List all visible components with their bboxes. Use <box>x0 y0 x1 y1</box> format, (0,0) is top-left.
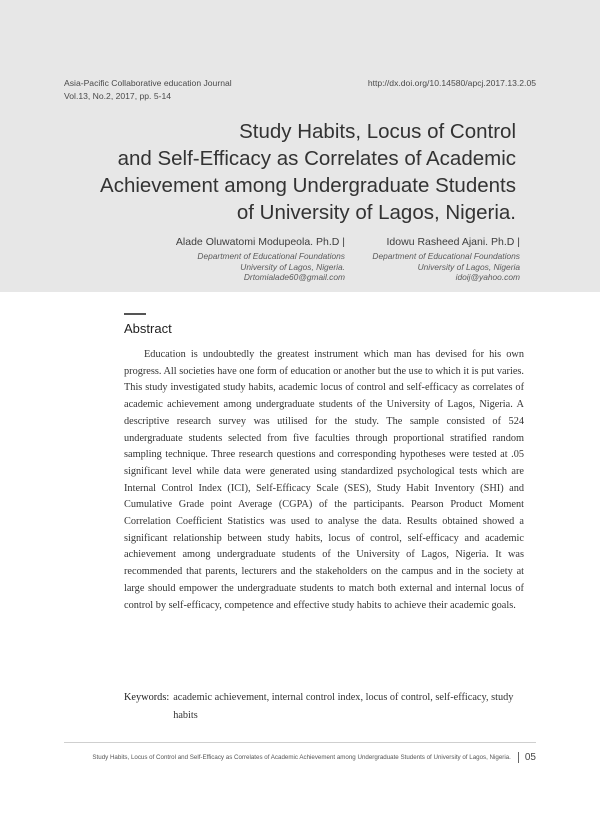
footer-separator <box>518 752 519 763</box>
title-line: and Self-Efficacy as Correlates of Academic <box>117 147 516 170</box>
author-email[interactable]: idoij@yahoo.com <box>455 272 520 283</box>
abstract-heading: Abstract <box>124 321 172 336</box>
doi-link[interactable]: http://dx.doi.org/10.14580/apcj.2017.13.2.05 <box>367 78 536 88</box>
journal-volume: Vol.13, No.2, 2017, pp. 5-14 <box>64 90 172 101</box>
paper-title <box>36 118 516 226</box>
author-university: University of Lagos, Nigeria. <box>240 261 345 272</box>
author-name: Alade Oluwatomi Modupeola. Ph.D | <box>175 236 345 248</box>
page-footer <box>92 752 536 763</box>
journal-info <box>64 77 232 102</box>
author-department: Department of Educational Foundations <box>372 251 520 261</box>
title-line: of University of Lagos, Nigeria. <box>236 201 516 224</box>
page-number: 05 <box>524 752 536 763</box>
keywords-section <box>124 689 524 725</box>
keywords-label: Keywords: <box>124 692 170 703</box>
abstract-body: Education is undoubtedly the greatest instrument which man has devised for his own progress. All societies have one form of education or another but the use to which it is put varies. This study investigated study habits, academic locus of control and self-efficacy as correlates of academic achievement among undergraduate students of the University of Lagos, Nigeria. A descriptive research survey was utilised for the study. The sample consisted of 524 undergraduate students selected from five faculties through proportional stratified random sampling technique. Three research questions and corresponding hypotheses were tested at .05 significant level while data were generated using standardized psychological tests which are Internal Control Index (ICI), Self-Efficacy Scale (SES), Study Habit Inventory (SHI) and Cumulative Grade point Average (CGPA) of the participants. Pearson Product Moment Correlation Coefficient Statistics was used to analyse the data. Results obtained showed a significant relationship between study habits, locus of control, self-efficacy and academic achievement among undergraduate students of the University of Lagos, Nigeria. It was recommended that parents, lecturers and the stakeholders on the campus and in the society at large should empower the undergraduate students to match both external and internal locus of control by self-efficacy, competence and effective study habits to achieve their academic goals. <box>124 349 524 611</box>
author-university: University of Lagos, Nigeria <box>417 261 520 272</box>
title-line: Study Habits, Locus of Control <box>239 120 516 143</box>
journal-name: Asia-Pacific Collaborative education Journal <box>64 78 232 88</box>
author-name: Idowu Rasheed Ajani. Ph.D | <box>386 236 520 248</box>
title-line: Achievement among Undergraduate Students <box>100 174 516 197</box>
author-block-2 <box>372 235 520 283</box>
author-block-1 <box>176 235 345 283</box>
abstract-divider <box>124 313 146 315</box>
keywords-text: academic achievement, internal control index, locus of control, self-efficacy, study habits <box>173 692 514 721</box>
running-title: Study Habits, Locus of Control and Self-Efficacy as Correlates of Academic Achievement among Undergraduate Students of University of Lagos, Nigeria. <box>92 754 511 761</box>
author-email[interactable]: Drtomialade60@gmail.com <box>243 272 345 283</box>
author-department: Department of Educational Foundations <box>197 251 345 261</box>
footer-divider <box>64 742 536 743</box>
